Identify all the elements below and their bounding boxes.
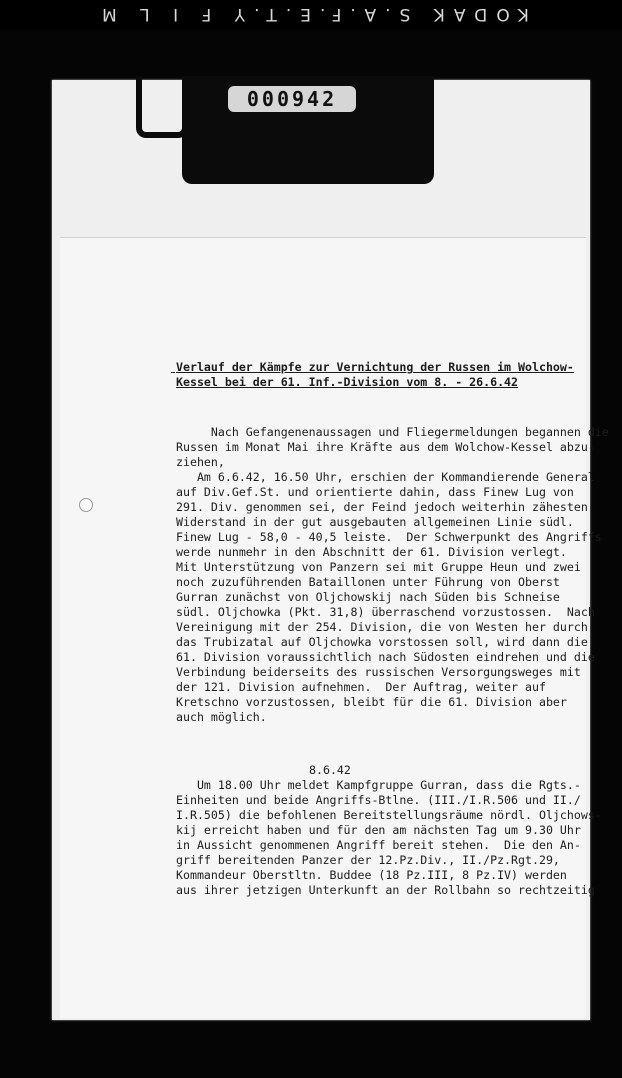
text-line: ziehen, <box>176 455 225 469</box>
spacer <box>176 725 576 763</box>
text-line: Widerstand in der gut ausgebauten allgemeinen Linie südl. <box>176 515 574 529</box>
text-line: auf Div.Gef.St. und orientierte dahin, dass Finew Lug von <box>176 485 574 499</box>
document-title-line-2: Kessel bei der 61. Inf.-Division vom 8. - 26.6.42 <box>176 375 519 389</box>
text-line: südl. Oljchowka (Pkt. 31,8) überraschend vorzustossen. Nach <box>176 605 595 619</box>
text-line: Finew Lug - 58,0 - 40,5 leiste. Der Schwerpunkt des Angriffs <box>176 530 602 544</box>
text-line: der 121. Division aufnehmen. Der Auftrag, weiter auf <box>176 680 546 694</box>
text-line: in Aussicht genommenen Angriff bereit stehen. Die den An- <box>176 838 581 852</box>
document-title-line-1: Verlauf der Kämpfe zur Vernichtung der Russen im Wolchow- <box>176 360 574 374</box>
title-dash <box>171 372 175 373</box>
text-line: das Trubizatal auf Oljchowka vorstossen soll, wird dann die <box>176 635 588 649</box>
clip-left <box>136 76 188 138</box>
text-line: Um 18.00 Uhr meldet Kampfgruppe Gurran, dass die Rgts.- <box>176 778 581 792</box>
text-line: Gurran zunächst von Oljchowskij nach Süden bis Schneise <box>176 590 560 604</box>
spacer <box>176 390 576 425</box>
paragraph-2 <box>176 778 602 898</box>
text-line: Vereinigung mit der 254. Division, die von Westen her durch <box>176 620 588 634</box>
text-line: 291. Div. genommen sei, der Feind jedoch weiterhin zähesten <box>176 500 588 514</box>
paragraph-1 <box>176 425 609 725</box>
text-line: Verbindung beiderseits des russischen Versorgungsweges mit <box>176 665 581 679</box>
punch-hole <box>79 498 93 512</box>
text-line: kij erreicht haben und für den am nächsten Tag um 9.30 Uhr <box>176 823 581 837</box>
frame-counter: 000942 <box>228 86 356 112</box>
text-line: Einheiten und beide Angriffs-Btlne. (III./I.R.506 und II./ <box>176 793 581 807</box>
text-line: 61. Division voraussichtlich nach Südosten eindrehen und die <box>176 650 595 664</box>
text-line: aus ihrer jetzigen Unterkunft an der Rollbahn so rechtzeitig <box>176 883 595 897</box>
text-line: Nach Gefangenenaussagen und Fliegermeldungen begannen die <box>176 425 609 439</box>
film-edge <box>0 0 622 30</box>
text-line: griff bereitenden Panzer der 12.Pz.Div., II./Pz.Rgt.29, <box>176 853 560 867</box>
text-line: Russen im Monat Mai ihre Kräfte aus dem Wolchow-Kessel abzu- <box>176 440 595 454</box>
text-line: Am 6.6.42, 16.50 Uhr, erschien der Kommandierende General <box>176 470 595 484</box>
film-edge-text: KODAK S.A.F.E.T.Y F I L M <box>93 4 529 24</box>
text-line: noch zuzuführenden Bataillonen unter Führung von Oberst <box>176 575 560 589</box>
text-line: Kommandeur Oberstltn. Buddee (18 Pz.III, 8 Pz.IV) werden <box>176 868 567 882</box>
date-heading: 8.6.42 <box>309 763 351 777</box>
text-line: Kretschno vorzustossen, bleibt für die 61. Division aber <box>176 695 567 709</box>
document-body <box>176 360 609 898</box>
text-line: auch möglich. <box>176 710 267 724</box>
text-line: I.R.505) die befohlenen Bereitstellungsräume nördl. Oljchows- <box>176 808 602 822</box>
text-line: Mit Unterstützung von Panzern sei mit Gruppe Heun und zwei <box>176 560 581 574</box>
text-line: werde nunmehr in den Abschnitt der 61. Division verlegt. <box>176 545 567 559</box>
